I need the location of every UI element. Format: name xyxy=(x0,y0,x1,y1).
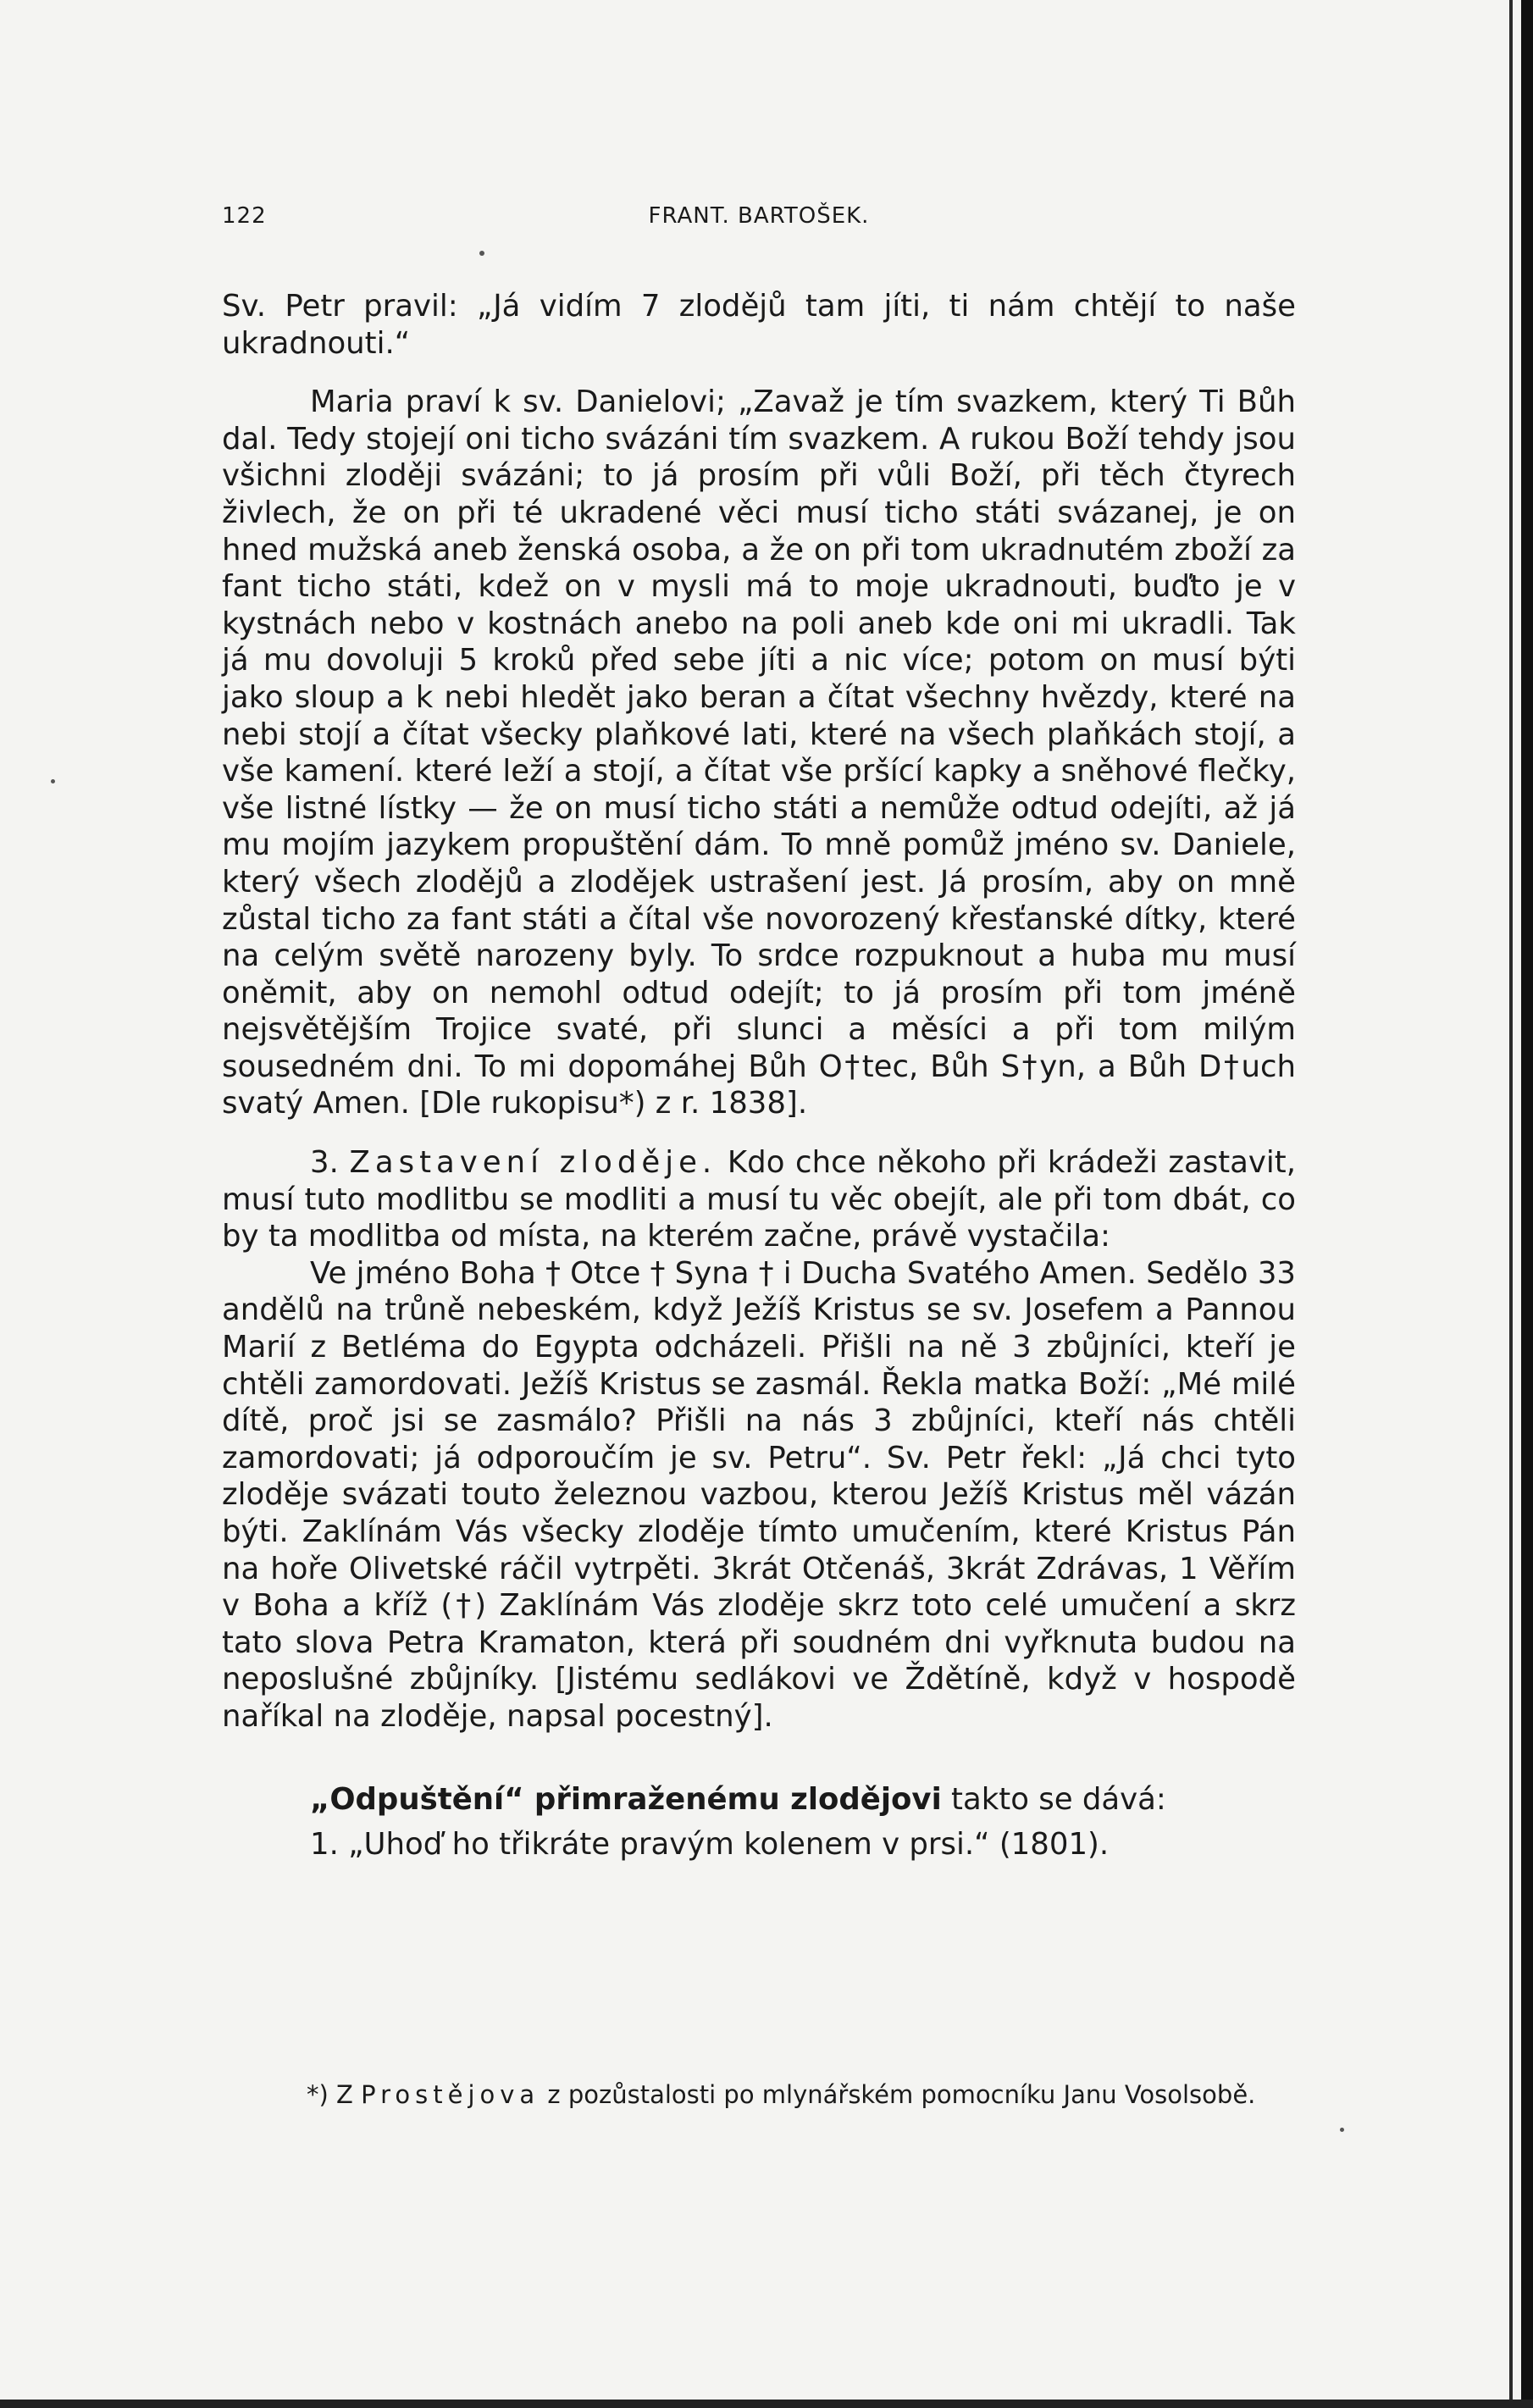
section-number: 3. xyxy=(310,1145,339,1181)
page-edge-dark xyxy=(1521,0,1533,2408)
section-text: Kdo chce někoho při krádeži zastavit, musí tuto modlitbu se modliti a musí tu věc obejít, ale při tom dbát, co by ta modlitba od místa, na kterém začne, právě vystačila: xyxy=(222,1145,1296,1254)
page-edge-bottom xyxy=(0,2400,1533,2408)
list-item: 1. „Uhoď ho třikráte pravým kolenem v prsi.“ (1801). xyxy=(310,1827,1110,1863)
page-header xyxy=(222,203,1296,237)
forgiveness-bold: „Odpuštění“ přimraženému zlodějovi xyxy=(310,1781,942,1817)
page-edge-shadow xyxy=(1509,0,1513,2408)
section-title: Zastavení zloděje. xyxy=(349,1145,717,1181)
prayer-paragraph: Ve jméno Boha † Otce † Syna † i Ducha Svatého Amen. Sedělo 33 andělů na trůně nebeském, když Ježíš Kristus se sv. Josefem a Pannou Marií z Betléma do Egypta odcházeli. Přišli na ně 3 zbůjníci, kteří je chtěli zamordovati. Ježíš Kristus se zasmál. Řekla matka Boží: „Mé milé dítě, proč jsi se zasmálo? Přišli na nás 3 zbůjníci, kteří nás chtěli zamordovati; já odporoučím je sv. Petru“. Sv. Petr řekl: „Já chci tyto zloděje svázati touto železnou vazbou, kterou Ježíš Kristus měl vázán býti. Zaklínám Vás všecky zloděje tímto umučením, které Kristus Pán na hoře Olivetské ráčil vytrpěti. 3krát Otčenáš, 3krát Zdrávas, 1 Věřím v Boha a kříž (†) Zaklínám Vás zloděje skrz toto celé umučení a skrz tato slova Petra Kramaton, která při soudném dni vyřknuta budou na neposlušné zbůjníky. [Jistému sedlákovi ve Ždětíně, když v hospodě naříkal na zloděje, napsal pocestný]. xyxy=(222,1255,1296,1734)
footnote-text: z pozůstalosti po mlynářském pomocníku Janu Vosolsobě. xyxy=(547,2080,1256,2109)
footnote-place: Prostějova xyxy=(361,2080,540,2109)
running-title: FRANT. BARTOŠEK. xyxy=(648,203,870,229)
paragraph-1: Sv. Petr pravil: „Já vidím 7 zlodějů tam jíti, ti nám chtějí to naše ukradnouti.“ xyxy=(222,289,1296,361)
page-number: 122 xyxy=(222,203,267,229)
section-3-paragraph xyxy=(222,1144,1296,1255)
footnote-marker: *) Z xyxy=(307,2080,353,2109)
paragraph-2: Maria praví k sv. Danielovi; „Zavaž je tím svazkem, který Ti Bůh dal. Tedy stojejí oni ticho svázáni tím svazkem. A rukou Boží tehdy jsou všichni zloději svázáni; to já prosím při vůli Boží, při těch čtyrech živlech, že on při té ukradené věci musí ticho státi svázanej, je on hned mužská aneb ženská osoba, a že on při tom ukradnutém zboží za fant ticho státi, kdež on v mysli má to moje ukradnouti, buďto je v kystnách nebo v kostnách anebo na poli aneb kde oni mi ukradli. Tak já mu dovoluji 5 kroků před sebe jíti a nic více; potom on musí býti jako sloup a k nebi hledět jako beran a čítat všechny hvězdy, které na nebi stojí a čítat všecky plaňkové lati, které na všech plaňkách stojí, a vše kamení. které leží a stojí, a čítat vše pršící kapky a sněhové flečky, vše listné lístky — že on musí ticho státi a nemůže odtud odejíti, až já mu mojím jazykem propuštění dám. To mně pomůž jméno sv. Daniele, který všech zlodějů a zlodějek ustrašení jest. Já prosím, aby on mně zůstal ticho za fant státi a čítal vše novorozený křesťanské dítky, které na celým světě narozeny byly. To srdce rozpuknout a huba mu musí oněmit, aby on nemohl odtud odejít; to já prosím při tom jméně nejsvětějším Trojice svaté, při slunci a měsíci a při tom milým sousedném dni. To mi dopomáhej Bůh O†tec, Bůh S†yn, a Bůh D†uch svatý Amen. [Dle rukopisu*) z r. 1838]. xyxy=(222,385,1296,1121)
scan-speck xyxy=(479,251,484,256)
forgiveness-heading xyxy=(222,1781,1296,1818)
main-text xyxy=(222,288,1296,1863)
scan-speck xyxy=(1340,2128,1344,2132)
scan-speck xyxy=(51,779,55,783)
forgiveness-rest: takto se dává: xyxy=(951,1781,1166,1817)
footnote xyxy=(222,2079,1296,2111)
